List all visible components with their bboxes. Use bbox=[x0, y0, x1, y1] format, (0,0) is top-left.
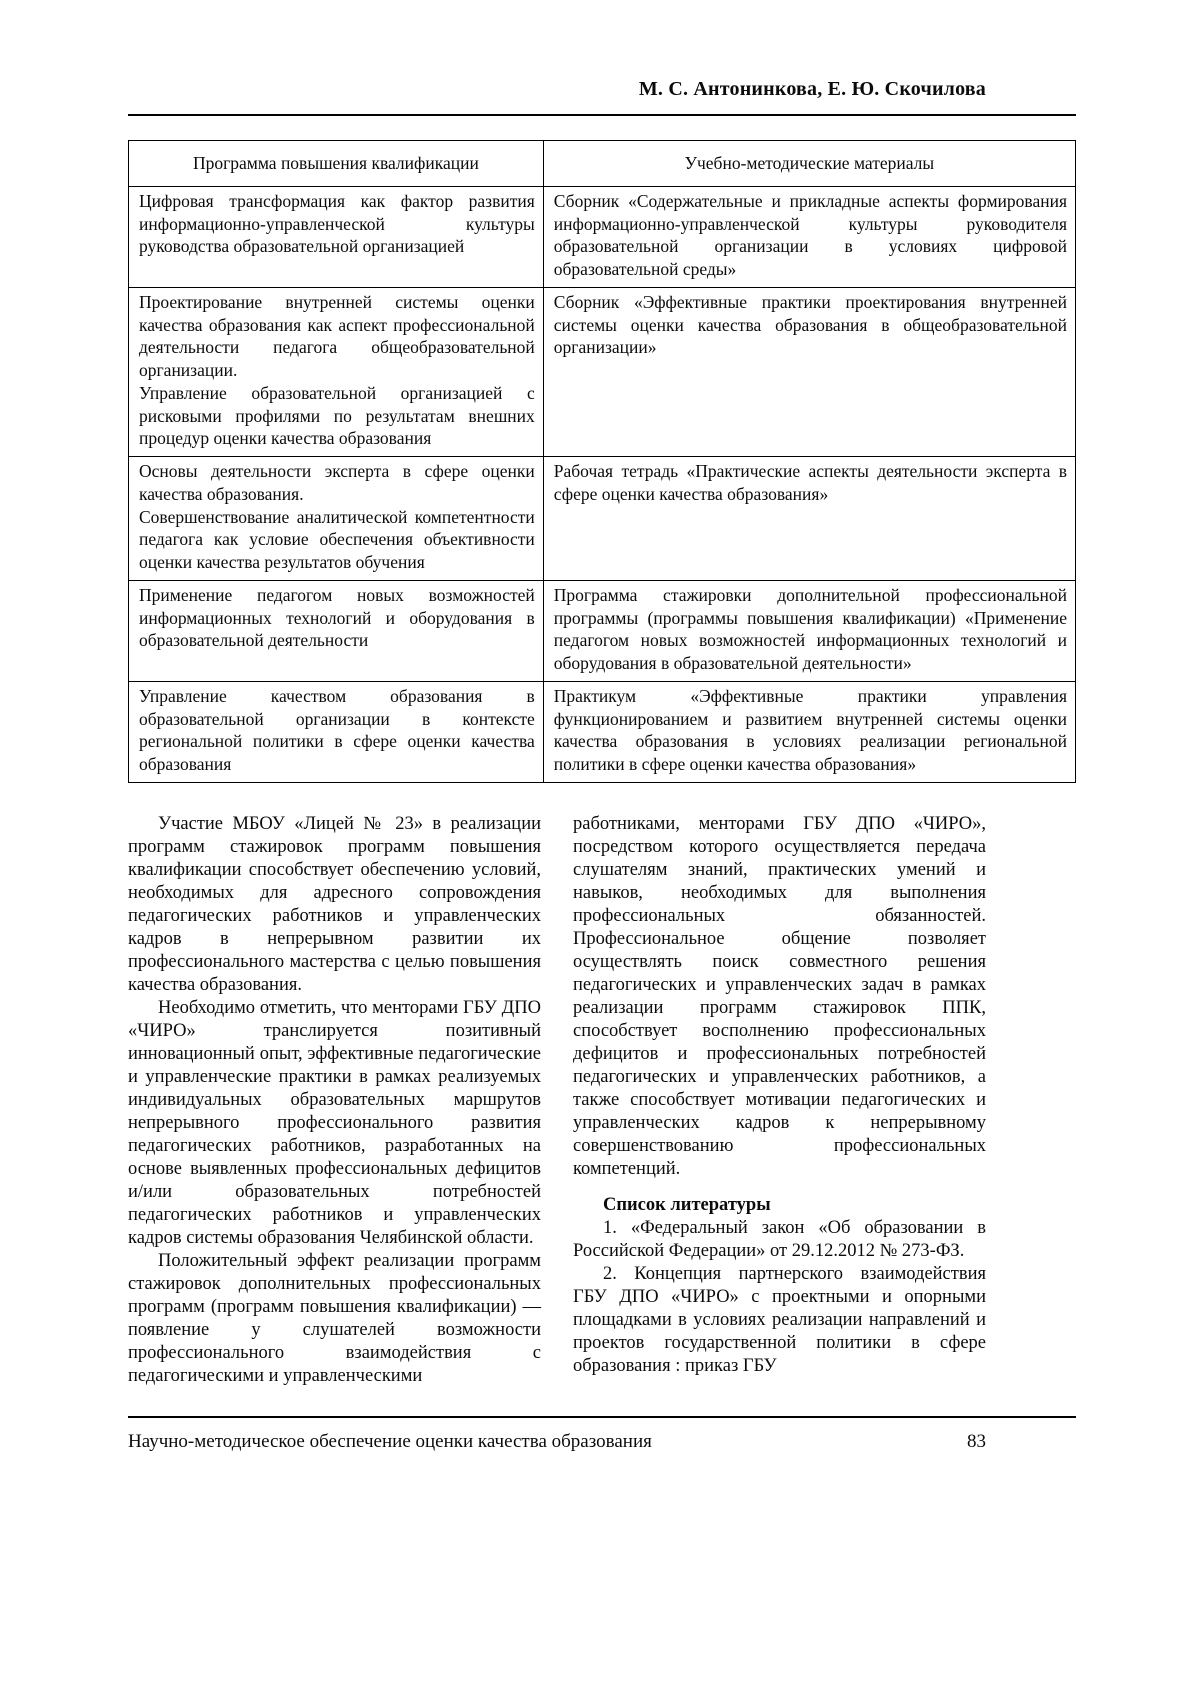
program-cell: Цифровая трансформация как фактор развития информационно-управленческой культуры руководства образовательной организацией bbox=[129, 186, 544, 287]
table-header-program: Программа повышения квалификации bbox=[129, 141, 544, 187]
body-paragraph: работниками, менторами ГБУ ДПО «ЧИРО», посредством которого осуществляется передача слушателям знаний, практических умений и навыков, необходимых для выполнения профессиональных обязанностей. Профессиональное общение позволяет осуществлять поиск совместного решения педагогических и управленческих задач в рамках реализации программ стажировок ППК, способствует восполнению профессиональных дефицитов и профессиональных потребностей педагогических и управленческих работников, а также способствует мотивации педагогических и управленческих кадров к непрерывному совершенствованию профессиональных компетенций. bbox=[573, 813, 986, 1179]
body-paragraph: Участие МБОУ «Лицей № 23» в реализации программ стажировок программ повышения квалификации способствует обеспечению условий, необходимых для адресного сопровождения педагогических работников и управленческих кадров в непрерывном развитии их профессионального мастерства с целью повышения качества образования. bbox=[128, 813, 541, 995]
reference-item: 2. Концепция партнерского взаимодействия ГБУ ДПО «ЧИРО» с проектными и опорными площадками в условиях реализации направлений и проектов государственной политики в сфере образования : приказ ГБУ bbox=[573, 1263, 986, 1376]
materials-cell: Сборник «Содержательные и прикладные аспекты формирования информационно-управленческой культуры руководителя образовательной организации в условиях цифровой образовательной среды» bbox=[543, 186, 1075, 287]
body-left-column bbox=[128, 813, 541, 1388]
table-row bbox=[129, 681, 1076, 782]
body-right-column bbox=[573, 813, 986, 1388]
body-paragraph: Положительный эффект реализации программ стажировок дополнительных профессиональных программ (программ повышения квалификации) — появление у слушателей возможности профессионального взаимодействия с педагогическими и управленческими bbox=[128, 1250, 541, 1386]
table-header-materials: Учебно-методические материалы bbox=[543, 141, 1075, 187]
references-heading: Список литературы bbox=[603, 1194, 771, 1215]
page-number: 83 bbox=[967, 1430, 986, 1452]
reference-item: 1. «Федеральный закон «Об образовании в Российской Федерации» от 29.12.2012 № 273-ФЗ. bbox=[573, 1217, 986, 1261]
table-row bbox=[129, 287, 1076, 456]
table-row bbox=[129, 457, 1076, 581]
page-content bbox=[128, 0, 1076, 1453]
article-body bbox=[128, 813, 986, 1388]
table-row bbox=[129, 186, 1076, 287]
table-row bbox=[129, 580, 1076, 681]
authors-header: М. С. Антонинкова, Е. Ю. Скочилова bbox=[638, 78, 986, 100]
program-cell: Применение педагогом новых возможностей информационных технологий и оборудования в образовательной деятельности bbox=[129, 580, 544, 681]
program-cell: Основы деятельности эксперта в сфере оценки качества образования. Совершенствование аналитической компетентности педагога как условие обеспечения объективности оценки качества результатов обучения bbox=[129, 457, 544, 581]
materials-cell: Сборник «Эффективные практики проектирования внутренней системы оценки качества образования в общеобразовательной организации» bbox=[543, 287, 1075, 456]
program-cell: Проектирование внутренней системы оценки качества образования как аспект профессиональной деятельности педагога общеобразовательной организации. Управление образовательной организацией с рисковыми профилями по результатам внешних процедур оценки качества образования bbox=[129, 287, 544, 456]
running-title: Научно-методическое обеспечение оценки качества образования bbox=[128, 1430, 652, 1452]
body-paragraph: Необходимо отметить, что менторами ГБУ ДПО «ЧИРО» транслируется позитивный инновационный опыт, эффективные педагогические и управленческие практики в рамках реализуемых индивидуальных образовательных маршрутов непрерывного профессионального развития педагогических работников, разработанных на основе выявленных профессиональных дефицитов и/или образовательных потребностей педагогических работников и управленческих кадров системы образования Челябинской области. bbox=[128, 997, 541, 1248]
header-block bbox=[128, 78, 986, 101]
materials-cell: Программа стажировки дополнительной профессиональной программы (программы повышения квалификации) «Применение педагогом новых возможностей информационных технологий и оборудования в образовательной деятельности» bbox=[543, 580, 1075, 681]
table-header-row bbox=[129, 141, 1076, 187]
program-cell: Управление качеством образования в образовательной организации в контексте региональной политики в сфере оценки качества образования bbox=[129, 681, 544, 782]
materials-cell: Практикум «Эффективные практики управления функционированием и развитием внутренней системы оценки качества образования в условиях реализации региональной политики в сфере оценки качества образования» bbox=[543, 681, 1075, 782]
footer-row bbox=[128, 1431, 986, 1453]
header-rule bbox=[128, 114, 1076, 116]
page-footer bbox=[128, 1416, 1076, 1453]
qualification-materials-table bbox=[128, 140, 1076, 783]
materials-cell: Рабочая тетрадь «Практические аспекты деятельности эксперта в сфере оценки качества образования» bbox=[543, 457, 1075, 581]
footer-rule bbox=[128, 1416, 1076, 1418]
